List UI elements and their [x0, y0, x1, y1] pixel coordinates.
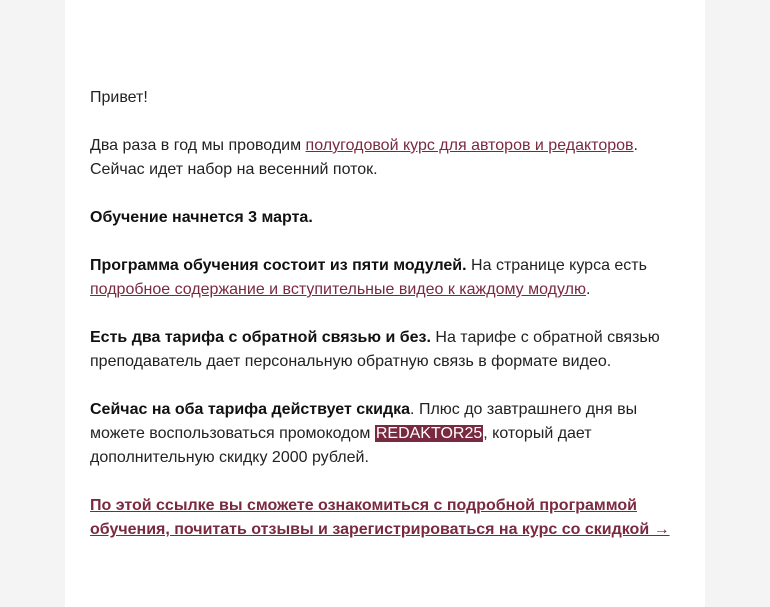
- discount-bold-text: Сейчас на оба тарифа действует скидка: [90, 401, 411, 418]
- program-details-link[interactable]: подробное содержание и вступительные видео к каждому модулю: [90, 281, 586, 298]
- paragraph-start-date: [90, 206, 670, 230]
- email-card: [65, 0, 705, 607]
- paragraph-text: На тарифе с обратной связью преподаватель дает персональную обратную связь в формате видео.: [90, 329, 660, 370]
- paragraph-text: .: [585, 281, 591, 298]
- promo-code-badge: REDAKTOR25: [375, 425, 483, 442]
- register-cta-link[interactable]: По этой ссылке вы сможете ознакомиться с подробной программой обучения, почитать отзывы и зарегистрироваться на курс со скидкой →: [90, 497, 670, 538]
- paragraph-text: На странице курса есть: [466, 257, 647, 274]
- email-body: [90, 86, 670, 566]
- paragraph-tariffs: [90, 326, 670, 374]
- paragraph-text: , который дает дополнительную скидку 2000 рублей.: [90, 425, 592, 466]
- paragraph-program: [90, 254, 670, 302]
- paragraph-text: . Плюс до завтрашнего дня вы можете воспользоваться промокодом: [90, 401, 638, 442]
- tariffs-bold-text: Есть два тарифа с обратной связью и без.: [90, 329, 431, 346]
- program-bold-text: Программа обучения состоит из пяти модулей.: [90, 257, 467, 274]
- greeting: Привет!: [90, 89, 148, 106]
- course-link[interactable]: полугодовой курс для авторов и редакторов: [305, 137, 634, 154]
- paragraph-text: . Сейчас идет набор на весенний поток.: [90, 137, 638, 178]
- paragraph-text: Два раза в год мы проводим: [90, 137, 306, 154]
- paragraph-cta: [90, 494, 670, 542]
- paragraph-course-intro: [90, 134, 670, 182]
- paragraph-discount: [90, 398, 670, 470]
- start-date-text: Обучение начнется 3 марта.: [90, 209, 313, 226]
